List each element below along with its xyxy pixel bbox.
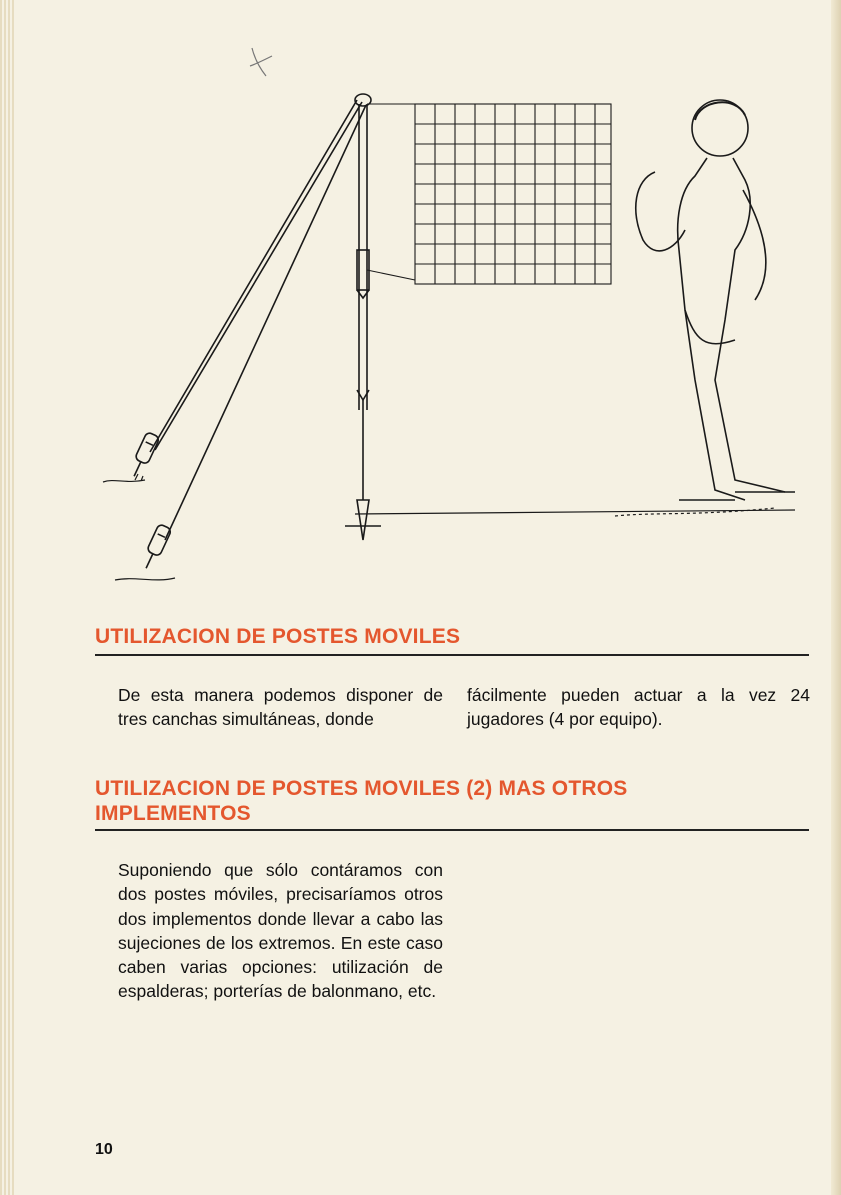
portable-post-illustration	[95, 80, 815, 600]
paragraph-left: De esta manera podemos disponer de tres canchas simultáneas, donde	[118, 685, 443, 729]
section-title-postes-moviles-2-line1: UTILIZACION DE POSTES MOVILES (2) MAS OTROS	[95, 777, 628, 800]
paragraph-implementos: Suponiendo que sólo contáramos con dos postes móviles, precisaríamos otros dos implementos donde llevar a cabo las sujeciones de los extremos. En este caso caben varias opciones: utilización de espalderas; porterías de balonmano, etc.	[118, 860, 443, 1002]
paragraph-right: fácilmente pueden actuar a la vez 24 jugadores (4 por equipo).	[467, 685, 810, 729]
section-divider	[95, 654, 809, 656]
section-title-postes-moviles: UTILIZACION DE POSTES MOVILES	[95, 625, 461, 648]
page-number: 10	[95, 1141, 113, 1158]
page-edge-right	[831, 0, 841, 1195]
page-edge-left	[0, 0, 14, 1195]
section-divider	[95, 829, 809, 831]
section-title-postes-moviles-2-line2: IMPLEMENTOS	[95, 802, 251, 825]
pen-mark-icon	[246, 46, 276, 80]
